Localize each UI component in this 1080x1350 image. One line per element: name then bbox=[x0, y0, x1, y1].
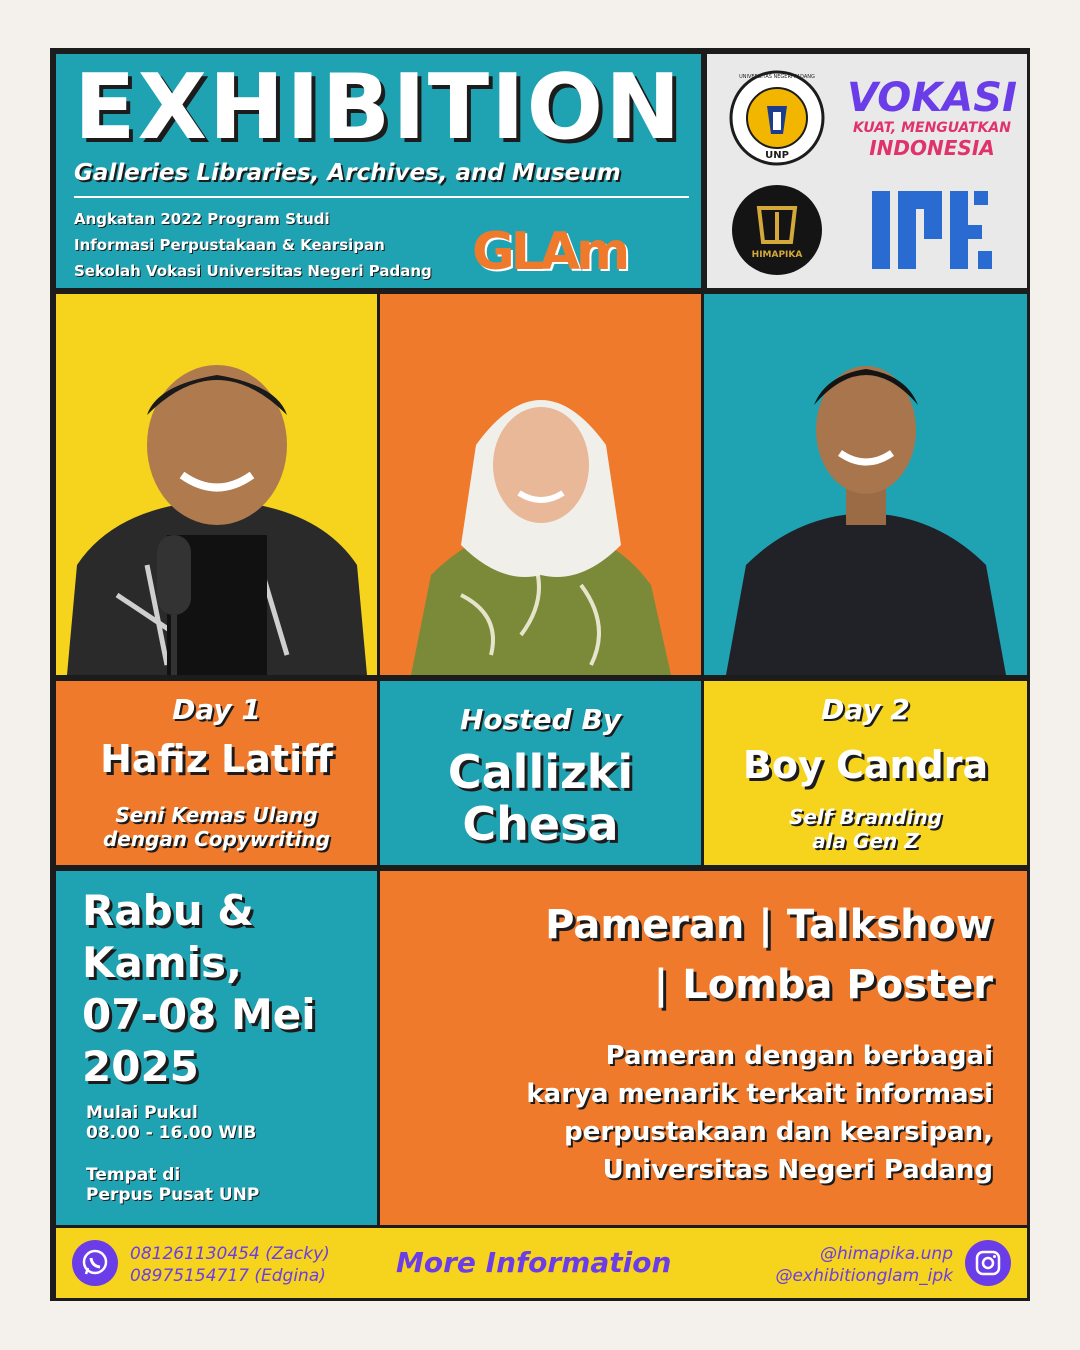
vokasi-logo bbox=[847, 68, 1017, 168]
speaker-photo-boy bbox=[701, 291, 1030, 678]
desc-line-1: Pameran dengan berbagai bbox=[605, 1041, 993, 1071]
day1-speaker-name: Hafiz Latiff bbox=[100, 737, 333, 781]
event-title: EXHIBITION bbox=[74, 55, 683, 160]
event-time bbox=[86, 1103, 256, 1143]
date-line-4: 2025 bbox=[82, 1042, 199, 1091]
activities-line-1: Pameran | Talkshow bbox=[545, 902, 993, 948]
header-divider bbox=[74, 196, 689, 198]
vokasi-tagline-2: INDONESIA bbox=[869, 136, 995, 160]
organizer-line-3: Sekolah Vokasi Universitas Negeri Padang bbox=[74, 262, 432, 280]
speaker-photo-callizki bbox=[377, 291, 704, 678]
date-line-1: Rabu & bbox=[82, 886, 254, 935]
desc-line-2: karya menarik terkait informasi bbox=[526, 1079, 993, 1109]
speaker-card-day2 bbox=[701, 678, 1030, 868]
organizer-line-2: Informasi Perpustakaan & Kearsipan bbox=[74, 236, 385, 254]
event-subtitle: Galleries Libraries, Archives, and Museum bbox=[74, 160, 621, 186]
vokasi-title: VOKASI bbox=[847, 75, 1017, 121]
desc-line-3: perpustakaan dan kearsipan, bbox=[564, 1117, 993, 1147]
host-name-line-1: Callizki bbox=[447, 745, 634, 799]
speaker-2-image bbox=[706, 335, 1026, 675]
phone-edgina[interactable]: 08975154717 (Edgina) bbox=[130, 1266, 326, 1286]
organizer-text bbox=[74, 206, 432, 284]
place-line-1: Tempat di bbox=[86, 1165, 181, 1185]
day1-topic-line-1: Seni Kemas Ulang bbox=[115, 803, 318, 827]
day2-label: Day 2 bbox=[821, 693, 910, 726]
more-information-label: More Information bbox=[396, 1246, 672, 1279]
phone-contacts bbox=[130, 1243, 330, 1287]
instagram-handles bbox=[776, 1243, 953, 1287]
ipk-logo bbox=[857, 180, 1007, 280]
day1-label: Day 1 bbox=[172, 693, 261, 726]
phone-zacky[interactable]: 081261130454 (Zacky) bbox=[130, 1244, 330, 1264]
time-line-2: 08.00 - 16.00 WIB bbox=[86, 1123, 257, 1143]
speaker-1-image bbox=[57, 335, 377, 675]
events-panel bbox=[377, 868, 1030, 1228]
activities-line-2: | Lomba Poster bbox=[653, 962, 993, 1008]
ig-himapika[interactable]: @himapika.unp bbox=[820, 1244, 953, 1264]
schedule-panel bbox=[53, 868, 380, 1228]
poster-frame bbox=[50, 48, 1030, 1301]
speaker-card-day1 bbox=[53, 678, 380, 868]
unp-ring-text: UNIVERSITAS NEGERI PADANG bbox=[739, 74, 815, 80]
himapika-logo bbox=[727, 180, 827, 280]
day2-topic-line-1: Self Branding bbox=[788, 805, 943, 829]
unp-logo bbox=[727, 68, 827, 168]
date-line-2: Kamis, bbox=[82, 938, 243, 987]
host-label: Hosted By bbox=[459, 703, 622, 736]
header-panel bbox=[53, 51, 704, 291]
vokasi-tagline: KUAT, MENGUATKAN bbox=[853, 120, 1011, 136]
date-line-3: 07-08 Mei bbox=[82, 990, 316, 1039]
time-line-1: Mulai Pukul bbox=[86, 1103, 198, 1123]
glam-logo bbox=[472, 222, 652, 280]
whatsapp-icon[interactable] bbox=[72, 1240, 118, 1286]
day2-topic-line-2: ala Gen Z bbox=[812, 829, 919, 853]
speaker-photo-hafiz bbox=[53, 291, 380, 678]
day1-topic-line-2: dengan Copywriting bbox=[102, 827, 331, 851]
host-image bbox=[381, 335, 701, 675]
event-date bbox=[82, 885, 316, 1093]
glam-logo-text: GLAm bbox=[472, 222, 627, 282]
instagram-icon[interactable] bbox=[965, 1240, 1011, 1286]
place-line-2: Perpus Pusat UNP bbox=[86, 1185, 260, 1205]
host-card bbox=[377, 678, 704, 868]
organizer-line-1: Angkatan 2022 Program Studi bbox=[74, 210, 330, 228]
desc-line-4: Universitas Negeri Padang bbox=[602, 1155, 993, 1185]
event-activities bbox=[545, 895, 993, 1015]
event-venue bbox=[86, 1165, 259, 1205]
contact-footer bbox=[53, 1225, 1030, 1301]
sponsor-logos-panel bbox=[704, 51, 1030, 291]
host-name-line-2: Chesa bbox=[462, 797, 619, 851]
day2-speaker-name: Boy Candra bbox=[742, 743, 989, 787]
event-description bbox=[526, 1037, 993, 1189]
himapika-text: HIMAPIKA bbox=[751, 250, 803, 260]
ig-exhibitionglam[interactable]: @exhibitionglam_ipk bbox=[775, 1266, 953, 1286]
unp-short: UNP bbox=[765, 150, 789, 161]
